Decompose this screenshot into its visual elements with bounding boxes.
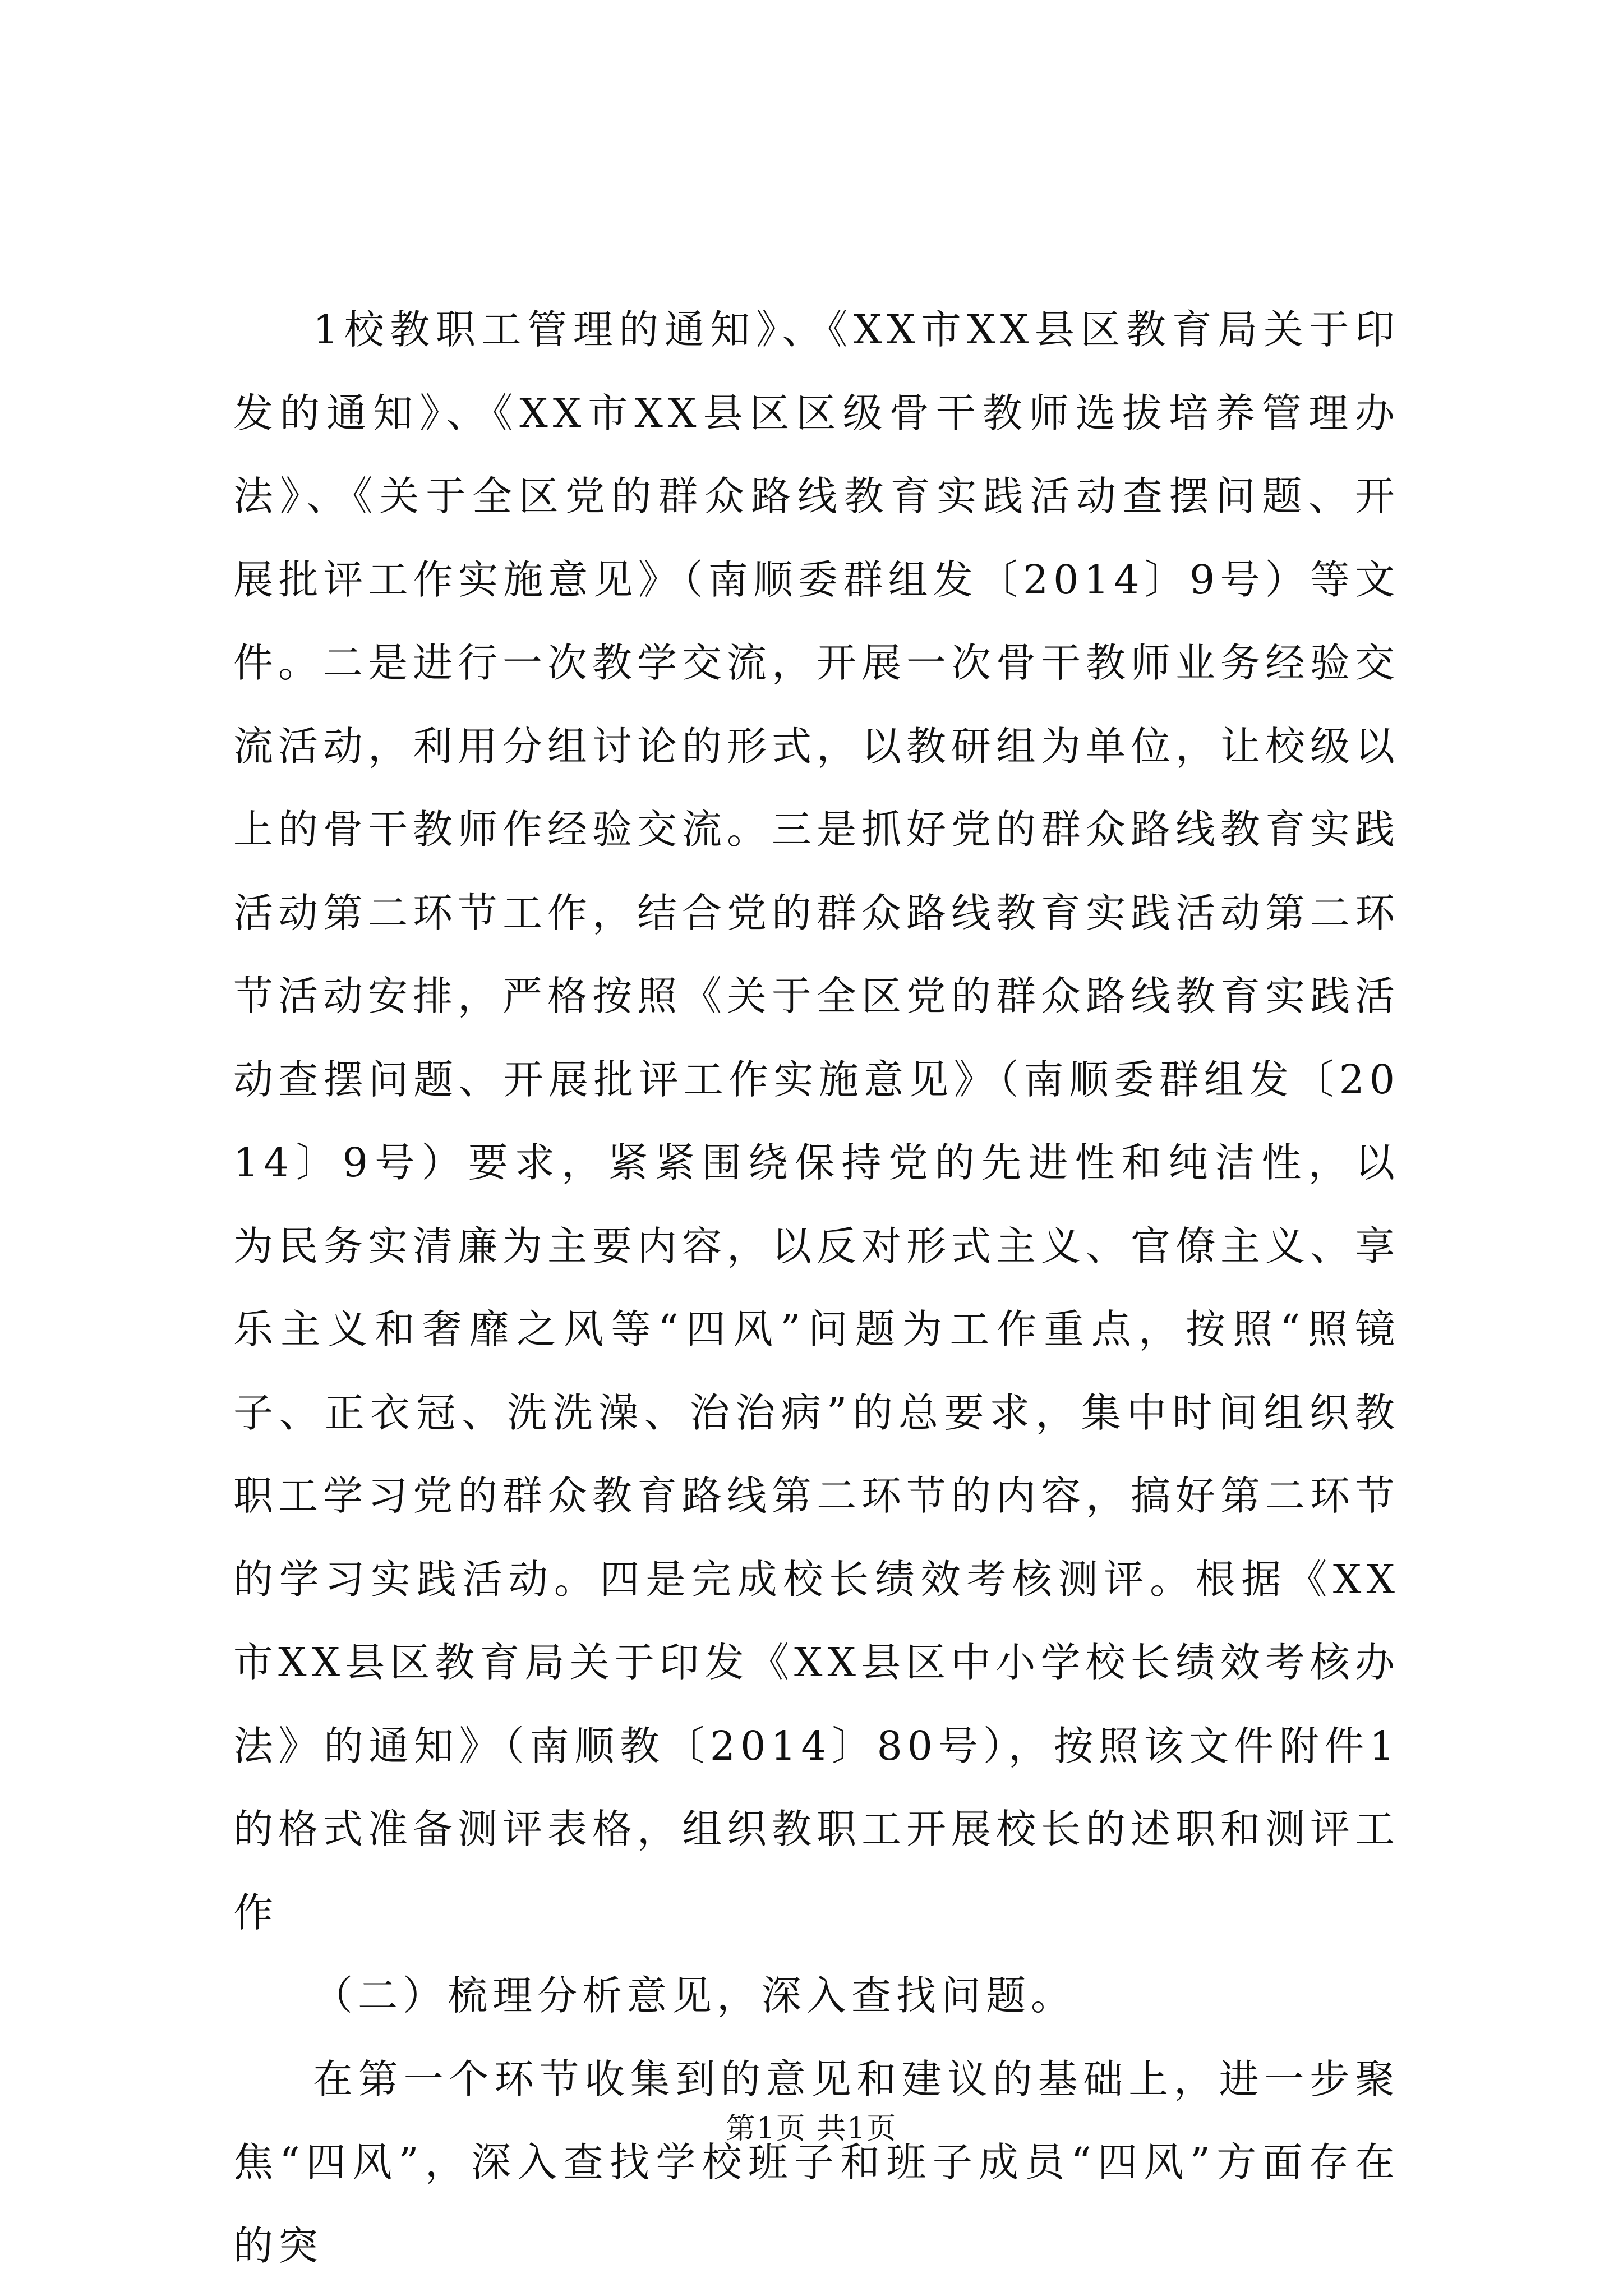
paragraph-find-problems: 在第一个环节收集到的意见和建议的基础上，进一步聚焦“四风”，深入查找学校班子和班子成员“四风”方面存在的突 — [233, 2055, 1400, 2269]
document-body — [233, 288, 1400, 2288]
section-heading-analysis: （二）梳理分析意见，深入查找问题。 — [313, 1972, 1076, 2019]
page-footer: 第1页 共1页 — [726, 2112, 897, 2146]
paragraph-work-arrangements: 1校教职工管理的通知》、《XX市XX县区教育局关于印发的通知》、《XX市XX县区区级骨干教师选拔培养管理办法》、《关于全区党的群众路线教育实践活动查摆问题、开展批评工作实施意见》（南顺委群组发〔2014〕9号）等文件。二是进行一次教学交流，开展一次骨干教师业务经验交流活动，利用分组讨论的形式，以教研组为单位，让校级以上的骨干教师作经验交流。三是抓好党的群众路线教育实践活动第二环节工作，结合党的群众路线教育实践活动第二环节活动安排，严格按照《关于全区党的群众路线教育实践活动查摆问题、开展批评工作实施意见》（南顺委群组发〔2014〕9号）要求，紧紧围绕保持党的先进性和纯洁性，以为民务实清廉为主要内容，以反对形式主义、官僚主义、享乐主义和奢靡之风等“四风”问题为工作重点，按照“照镜子、正衣冠、洗洗澡、治治病”的总要求，集中时间组织教职工学习党的群众教育路线第二环节的内容，搞好第二环节的学习实践活动。四是完成校长绩效考核测评。根据《XX市XX县区教育局关于印发《XX县区中小学校长绩效考核办法》的通知》（南顺教〔2014〕80号），按照该文件附件1的格式准备测评表格，组织教职工开展校长的述职和测评工作 — [233, 306, 1400, 1936]
